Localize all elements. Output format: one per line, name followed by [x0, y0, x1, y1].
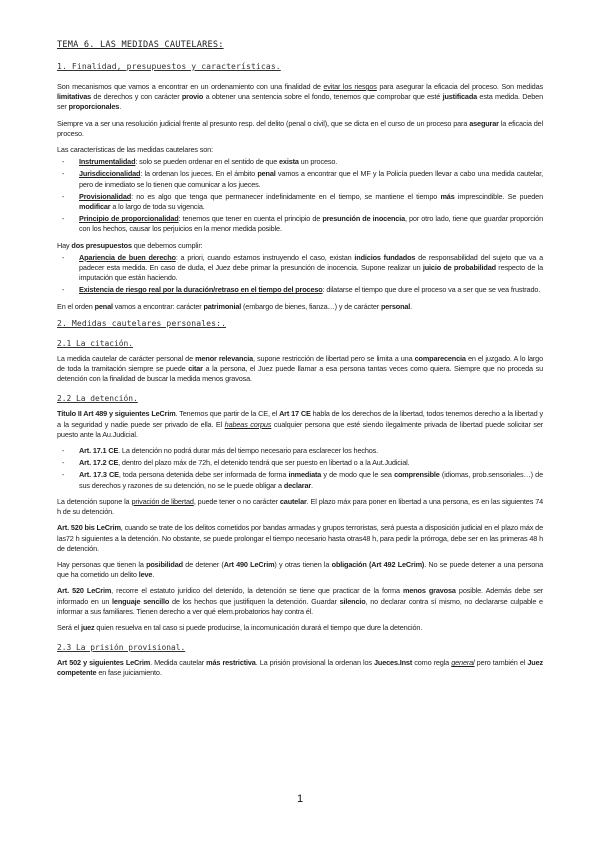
subsection-heading-2-2: 2.2 La detención. [57, 394, 138, 404]
page-number: 1 [296, 793, 304, 805]
list-item: - Apariencia de buen derecho: a priori, cuando estamos instruyendo el caso, existan indicios fundados de responsabilidad del sujeto que va a padecer esta medida. En caso de duda, el Juez debe primar la presunción de inocencia. Supone realizar un juicio de probabilidad respecto de la imputación que están haciendo. [57, 253, 543, 284]
paragraph: Hay dos presupuestos que debemos cumplir: [57, 240, 203, 250]
paragraph: En el orden penal vamos a encontrar: carácter patrimonial (embargo de bienes, fianza…) y de carácter personal. [57, 301, 413, 311]
paragraph: Siempre va a ser una resolución judicial frente al presunto resp. del delito (penal o civil), que se dicta en el curso de un proceso para asegurar la eficacia del proceso. [57, 118, 543, 138]
characteristics-list [57, 157, 543, 234]
list-item: - Existencia de riesgo real por la duración/retraso en el tiempo del proceso: dilatarse el tiempo que dure el proceso va a ser que se vea frustrado. [57, 285, 543, 295]
list-item: - Art. 17.3 CE, toda persona detenida debe ser informada de forma inmediata y de modo que le sea comprensible (idiomas, prob.sensoriales…) de sus derechos y razones de su detención, no se le puede obligar a declarar. [57, 470, 543, 490]
list-item: - Art. 17.1 CE. La detención no podrá durar más del tiempo necesario para esclarecer los hechos. [57, 446, 543, 456]
paragraph: Art. 520 LeCrim, recorre el estatuto jurídico del detenido, la detención se tiene que practicar de la forma menos gravosa posible. Además debe ser informado en un lenguaje sencillo de los hechos que justifiquen la detención. Guardar silencio, no declarar contra sí mismo, no declararse culpable e informar a sus familiares. Tienen derecho a ver qué elem.probatorios hay contra él. [57, 586, 544, 616]
list-item: - Principio de proporcionalidad: tenemos que tener en cuenta el principio de presunción de inocencia, por otro lado, tiene que guardar proporción con los hechos, causar los perjuicios en la menor medida posible. [57, 214, 543, 234]
document-page [57, 40, 543, 685]
section-heading-2: 2. Medidas cautelares personales:. [57, 317, 227, 328]
paragraph: La detención supone la privación de libertad, puede tener o no carácter cautelar. El plazo máx para poner en libertad a una persona, es en las siguientes 74 h de su detención. [57, 496, 544, 517]
subsection-heading-2-3: 2.3 La prisión provisional. [57, 643, 186, 653]
paragraph: Hay personas que tienen la posibilidad de detener (Art 490 LeCrim) y otras tienen la obligación (Art 492 LeCrim). No se puede detener a una persona que ha cometido un delito leve. [57, 559, 543, 580]
paragraph: Será el juez quien resuelva en tal caso si puede producirse, la incomunicación durará el tiempo que dure la detención. [57, 622, 423, 632]
paragraph: Art 502 y siguientes LeCrim. Medida cautelar más restrictiva. La prisión provisional la ordenan los Jueces.Inst como regla general pero también el Juez competente en fase juiciamiento. [57, 658, 543, 678]
paragraph: Son mecanismos que vamos a encontrar en un ordenamiento con una finalidad de evitar los riesgos para asegurar la eficacia del proceso. Son medidas limitativas de derechos y con carácter provio a obtener una sentencia sobre el fondo, tenemos que comprobar que esté justificada esta medida. Deben ser proporcionales. [57, 82, 543, 112]
paragraph: Las características de las medidas cautelares son: [57, 145, 213, 155]
paragraph: Título II Art 489 y siguientes LeCrim. Tenemos que partir de la CE, el Art 17 CE habla de los derechos de la libertad, todos tenemos derecho a la libertad y a la seguridad y nadie puede ser privado de ella. El habeas corpus cualquier persona que esté siendo ilegalmente privada de libertad puede solicitar ser puesto ante la Au.Judicial. [57, 409, 544, 439]
list-item: - Jurisdiccionalidad: la ordenan los jueces. En el ámbito penal vamos a encontrar que el MF y la Policía pueden llevar a cabo una medida cautelar, pero de inmediato se lo tienen que comunicar a los jueces. [57, 169, 543, 189]
subsection-heading-2-1: 2.1 La citación. [57, 338, 134, 348]
paragraph: La medida cautelar de carácter personal de menor relevancia, supone restricción de libertad pero se limita a una comparecencia en el juzgado. A lo largo de toda la tramitación siempre se puede citar a la persona, el Juez puede llamar a esa persona tantas veces como quiera. Siempre que no proceda su detención con la finalidad de buscar la medida menos gravosa. [57, 353, 544, 384]
list-item: - Art. 17.2 CE, dentro del plazo máx de 72h, el detenido tendrá que ser puesto en libertad o a la Aut.Judicial. [57, 458, 543, 468]
paragraph: Art. 520 bis LeCrim, cuando se trate de los delitos cometidos por bandas armadas y grupos terroristas, será puesta a disposición judicial en el plazo máx de las72 h siguientes a la detención. No obstante, se puede prolongar el tiempo necesario hasta otras48 h, para pedir la prórroga, debe ser en las primeras 48 h de detención. [57, 523, 544, 553]
section-heading-1: 1. Finalidad, presupuestos y características. [57, 61, 281, 71]
presupuestos-list [57, 253, 543, 296]
list-item: - Instrumentalidad: solo se pueden ordenar en el sentido de que exista un proceso. [57, 157, 543, 167]
document-title: TEMA 6. LAS MEDIDAS CAUTELARES: [57, 40, 224, 50]
list-item: - Provisionalidad: no es algo que tenga que permanecer indefinidamente en el tiempo, se mantiene el tiempo más imprescindible. Se pueden modificar a lo largo de toda su vigencia. [57, 192, 543, 212]
articles-list [57, 446, 543, 491]
